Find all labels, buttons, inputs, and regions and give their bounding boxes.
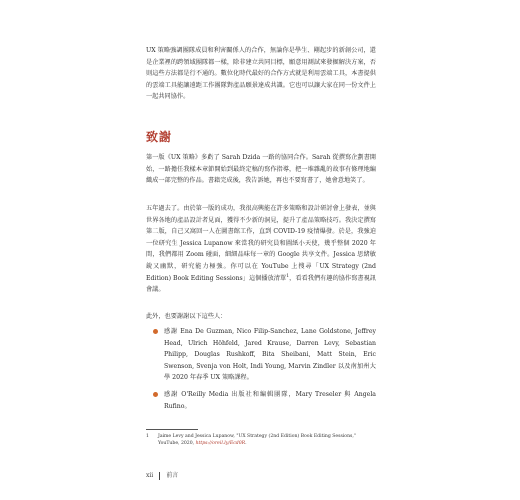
section-heading: 致謝 — [146, 130, 173, 144]
footnote-text: Jaime Levy and Jessica Lupanow, "UX Strategy (2nd Edition) Book Editing Sessions," YouTube, 2020, — [158, 434, 356, 446]
page-number: xii — [146, 472, 154, 479]
footnote-link[interactable]: https://oreil.ly/Ecd0R — [195, 441, 246, 446]
footnote-text-block — [146, 433, 376, 447]
footnote-divider — [146, 429, 198, 430]
running-footer: 前言 — [166, 472, 179, 479]
intro-paragraph: UX 策略強調團隊成員和利害關係人的合作，無論你是學生、剛起步的新創公司，還是企業裡的跨領域團隊都一樣，除非建立共同目標，願意用測試來發掘解決方案，否則這些方法都是行不通的。數位化時代最好的合作方式就是利用雲端工具，本書提供的雲端工具能讓遠距工作團隊對產品願景達成共識。它也可以讓大家在同一份文件上一起共同協作。 — [146, 47, 376, 101]
footnote-number: 1 — [146, 434, 149, 439]
ack-paragraph-2-end: ，看看我們有趣的協作寫書視訊會議。 — [146, 274, 376, 294]
list-item-text: 感謝 O'Reilly Media 出版社和編輯團隊，Mary Treseler 與 Angela Rufino。 — [164, 390, 376, 410]
footnote-marker[interactable]: 1 — [286, 273, 290, 279]
list-item — [146, 389, 376, 412]
list-item — [146, 326, 376, 384]
footer-divider — [159, 472, 160, 480]
ack-paragraph-1: 第一版《UX 策略》多虧了 Sarah Dzida 一路的協同合作。Sarah 從撰寫企劃書開始，一路擔任我樣本章節開始到最終定稿的寫作指導，把一堆雜亂的故事有條理地編織成一部完整的作品。書籍完成後，我告訴她，再也不要寫書了，她會意地笑了。 — [146, 154, 376, 185]
bullet-icon — [153, 392, 158, 397]
page-footer — [146, 470, 178, 480]
thanks-list — [146, 326, 376, 417]
bullet-icon — [153, 329, 158, 334]
ack-paragraph-2 — [146, 203, 376, 296]
ack-paragraph-2-text: 五年過去了。由於第一版的成功，我很高興能在許多策略和設計研討會上發表，並與世界各地的產品設計者見面，獲得不少新的洞見，提升了產品策略技巧。我決定撰寫第二版，自己又窩回一人在圖書館工作，直到 COVID-19 疫情爆發。於是，我強迫一位研究生 Jessica Lupanow 來當我的研究員和圖紙小天使，幾乎整個 2020 年間，我們都用 Zoom 碰面，細細品味每一章的 Google 共享文件。Jessica 思緒敏銳又幽默，研究能力極強。你可以在 YouTube 上搜尋「UX Strategy (2nd Edition) Book Editing Sessions」這個播放清單 — [146, 205, 376, 282]
thanks-intro: 此外，也要謝謝以下這些人： — [146, 313, 227, 320]
footnote — [146, 433, 376, 447]
footnote-end: . — [245, 441, 247, 446]
list-item-text: 感謝 Ena De Guzman, Nico Filip-Sanchez, Lane Goldstone, Jeffrey Head, Ulrich Höhfeld, Jared Krause, Darren Levy, Sebastian Philipp, Douglas Rushkoff, Bita Sheibani, Matt Stein, Eric Swenson, Svenja von Holt, Indi Young, Marvin Zindler 以及南加州大學 2020 年春季 UX 策略課程。 — [164, 328, 376, 382]
